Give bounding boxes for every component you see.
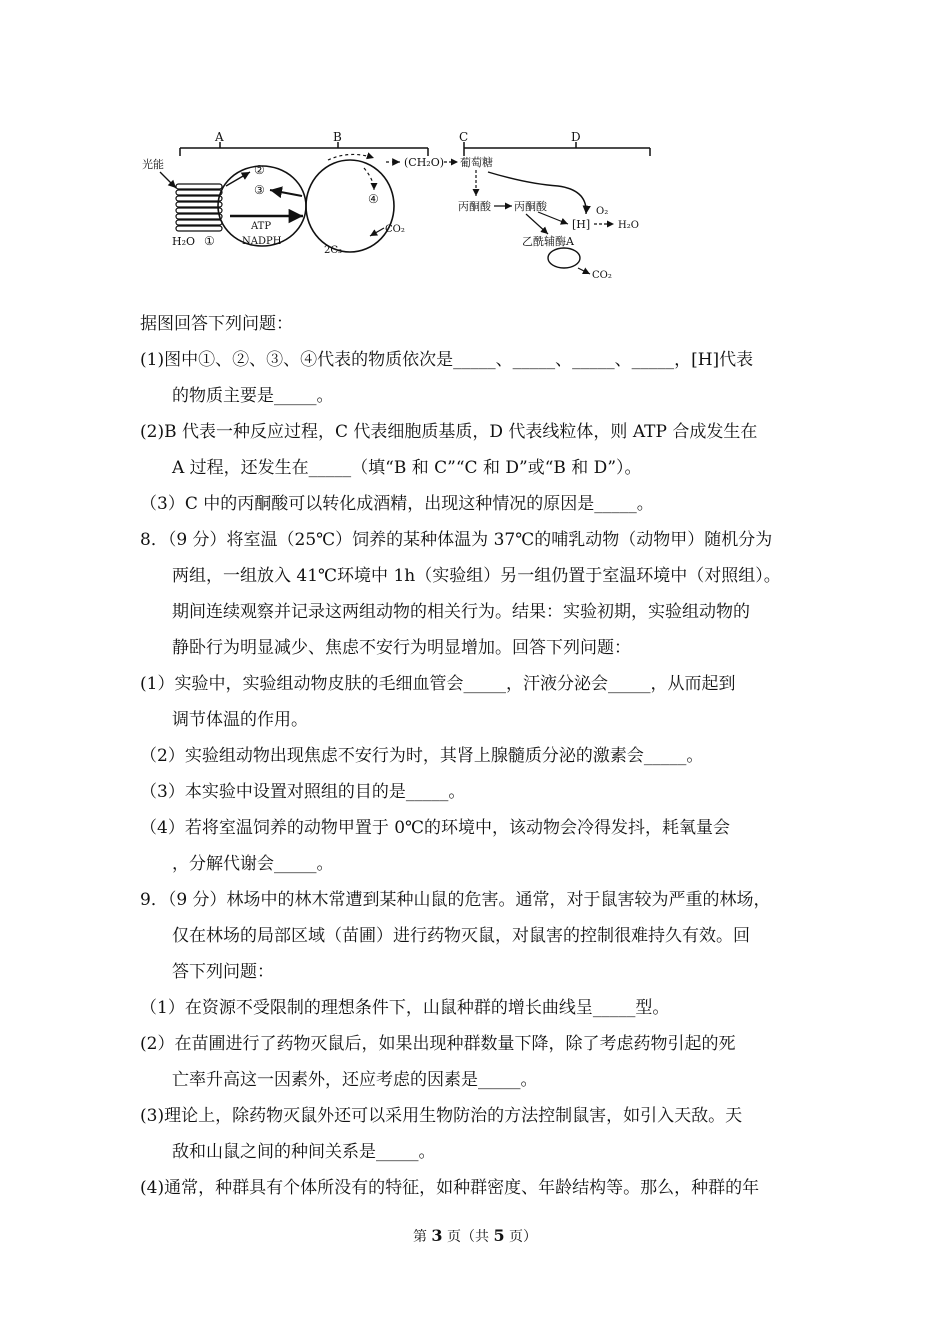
light-arrow xyxy=(160,172,176,188)
glucose-label: 葡萄糖 xyxy=(460,156,493,169)
marker-3: ③ xyxy=(254,183,265,197)
acetylcoa-label: 乙酰辅酶A xyxy=(522,235,574,248)
water-label: H₂O xyxy=(172,235,196,248)
nadph-label: NADPH xyxy=(242,236,282,247)
page-footer xyxy=(0,1226,950,1246)
section-label-a: A xyxy=(215,130,224,144)
krebs-cycle xyxy=(548,248,580,268)
footer-middle: 页（共 xyxy=(442,1229,494,1245)
text-line: 敌和山鼠之间的种间关系是_____。 xyxy=(172,1142,436,1162)
text-line: （1）在资源不受限制的理想条件下，山鼠种群的增长曲线呈_____型。 xyxy=(140,998,670,1018)
co2-label-d: CO₂ xyxy=(592,270,612,281)
marker-2: ② xyxy=(254,163,265,177)
text-line: ，分解代谢会_____。 xyxy=(172,854,334,874)
text-line: (2）在苗圃进行了药物灭鼠后，如果出现种群数量下降，除了考虑药物引起的死 xyxy=(140,1034,736,1054)
dashed-arrow-to-ch2o xyxy=(328,154,374,160)
text-line: (4)通常，种群具有个体所没有的特征，如种群密度、年龄结构等。那么，种群的年 xyxy=(140,1178,760,1198)
text-line: 据图回答下列问题： xyxy=(140,314,293,334)
light-reaction-cycle xyxy=(218,166,306,246)
question-8-line: 8．（9 分）将室温（25℃）饲养的某种体温为 37℃的哺乳动物（动物甲）随机分为 xyxy=(140,530,773,550)
text-line: （3）C 中的丙酮酸可以转化成酒精，出现这种情况的原因是_____。 xyxy=(140,494,654,514)
pyruvate-label-2: 丙酮酸 xyxy=(514,200,547,213)
text-line: (3)理论上，除药物灭鼠外还可以采用生物防治的方法控制鼠害，如引入天敌。天 xyxy=(140,1106,743,1126)
section-bracket xyxy=(180,142,650,156)
c3-label: 2C₃ xyxy=(324,245,343,256)
footer-prefix: 第 xyxy=(412,1229,432,1245)
text-line: 两组，一组放入 41℃环境中 1h（实验组）另一组仍置于室温环境中（对照组）。 xyxy=(172,566,781,586)
text-line: （4）若将室温饲养的动物甲置于 0℃的环境中，该动物会冷得发抖，耗氧量会 xyxy=(140,818,731,838)
text-line: 亡率升高这一因素外，还应考虑的因素是_____。 xyxy=(172,1070,538,1090)
text-line: （2）实验组动物出现焦虑不安行为时，其肾上腺髓质分泌的激素会_____。 xyxy=(140,746,704,766)
footer-suffix: 页） xyxy=(504,1229,538,1245)
arrow-pyruvate-to-h xyxy=(538,212,568,224)
arrow-pyruvate-to-acetylcoa xyxy=(526,214,548,234)
text-line: 调节体温的作用。 xyxy=(172,710,308,730)
text-line: （3）本实验中设置对照组的目的是_____。 xyxy=(140,782,466,802)
o2-label: O₂ xyxy=(596,206,609,217)
dashed-arrow-to-4 xyxy=(364,168,374,190)
text-line: A 过程，还发生在_____（填“B 和 C”“C 和 D”或“B 和 D”）。 xyxy=(172,458,642,478)
text-line: (2)B 代表一种反应过程，C 代表细胞质基质，D 代表线粒体，则 ATP 合成发生在 xyxy=(140,422,758,442)
pyruvate-label-1: 丙酮酸 xyxy=(458,200,491,213)
arrow-3 xyxy=(270,190,302,196)
text-line: 期间连续观察并记录这两组动物的相关行为。结果：实验初期，实验组动物的 xyxy=(172,602,750,622)
light-label: 光能 xyxy=(142,158,164,171)
arrow-to-co2-d xyxy=(578,268,590,274)
section-label-b: B xyxy=(333,130,342,144)
footer-total-pages: 5 xyxy=(493,1226,505,1245)
section-label-d: D xyxy=(571,130,581,144)
atp-label: ATP xyxy=(251,221,272,232)
photosynthesis-respiration-diagram xyxy=(138,128,668,288)
co2-label-b: CO₂ xyxy=(385,224,405,235)
calvin-cycle xyxy=(306,160,394,252)
h-label: [H] xyxy=(572,218,591,231)
marker-4: ④ xyxy=(368,192,379,206)
thylakoid-stack xyxy=(176,184,222,231)
water-out-label: H₂O xyxy=(618,220,639,231)
question-9-line: 9．（9 分）林场中的林木常遭到某种山鼠的危害。通常，对于鼠害较为严重的林场， xyxy=(140,890,771,910)
text-line: (1)图中①、②、③、④代表的物质依次是_____、_____、_____、_____，[H]代表 xyxy=(140,350,754,370)
arrow-co2-in xyxy=(370,228,384,236)
text-line: 答下列问题： xyxy=(172,962,274,982)
marker-1: ① xyxy=(204,234,215,248)
text-line: 静卧行为明显减少、焦虑不安行为明显增加。回答下列问题： xyxy=(172,638,631,658)
text-line: (1）实验中，实验组动物皮肤的毛细血管会_____，汗液分泌会_____，从而起到 xyxy=(140,674,736,694)
footer-page-number: 3 xyxy=(431,1226,443,1245)
ch2o-label: (CH₂O) xyxy=(404,156,445,169)
questions-text xyxy=(140,306,830,1206)
text-line: 仅在林场的局部区域（苗圃）进行药物灭鼠，对鼠害的控制很难持久有效。回 xyxy=(172,926,750,946)
section-label-c: C xyxy=(459,130,469,144)
text-line: 的物质主要是_____。 xyxy=(172,386,334,406)
